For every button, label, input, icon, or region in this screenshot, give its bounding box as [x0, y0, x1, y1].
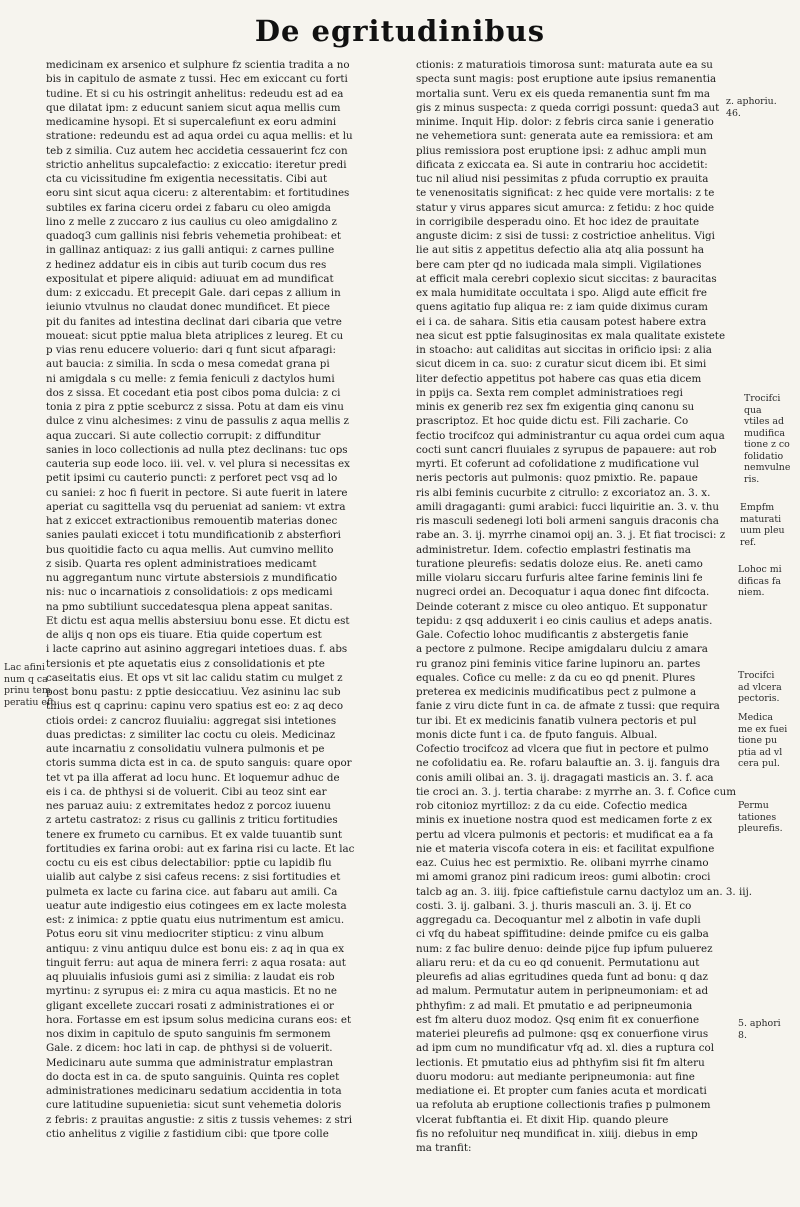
margin-note-line: tationes: [738, 811, 777, 823]
text-line: tuc nil aliud nisi pessimitas z pfuda corruptio ex prauita: [416, 173, 709, 185]
text-line: turatione pleurefis: sedatis doloze eius. Re. aneti camo: [416, 557, 703, 570]
text-line: nis: nuc o incarnatiois z consolidatiois: z ops medicami: [46, 586, 333, 599]
text-line: nea sicut est pptie falsuginositas ex mala qualitate existete: [416, 329, 726, 342]
text-line: aut baucia: z similia. In scda o mesa comedat grana pi: [46, 358, 330, 371]
text-line: bis in capitulo de asmate z tussi. Hec em exiccant cu forti: [46, 73, 348, 86]
text-line: coctu cu eis est cibus delectabilior: pptie cu lapidib flu: [46, 857, 332, 869]
margin-note-line: prinu tem: [4, 685, 51, 696]
text-line: tinguit ferru: aut aqua de minera ferri: z aqua rosata: aut: [46, 956, 346, 969]
margin-note-line: cera pul.: [738, 758, 780, 769]
text-line: ctiois ordei: z cancroz fluuialiu: aggregat sisi intetiones: [46, 714, 337, 727]
text-line: phthyfim: z ad mali. Et pmutatio e ad peripneumonia: [416, 999, 693, 1012]
text-line: myrti. Et coferunt ad cofolidatione z mudificatione vul: [416, 458, 699, 470]
text-line: minime. Inquit Hip. dolor: z febris circa sanie i generatio: [416, 116, 714, 128]
text-line: lie aut sitis z appetitus defectio alia atq alia possunt ha: [416, 244, 705, 257]
right-marginal-note-aphorism: [726, 96, 777, 119]
text-line: duas predictas: z similiter lac coctu cu oleis. Medicinaz: [46, 728, 336, 741]
text-line: strictio anhelitus supcalefactio: z exiccatio: iteretur predi: [46, 158, 347, 171]
margin-note-line: mudifica: [744, 427, 786, 439]
right-marginal-note-trocisci-pectoris: [738, 670, 782, 705]
text-line: post bonu pastu: z pptie desiccatiuu. Vez asininu lac sub: [46, 686, 341, 698]
margin-note-line: qua: [744, 404, 762, 416]
text-line: ne cofolidatiu ea. Re. rofaru balauftie an. 3. ij. fanguis dra: [416, 757, 720, 770]
text-line: tie croci an. 3. j. tertia charabe: z myrrhe an. 3. f. Cofice cum: [416, 785, 736, 798]
text-line: Cofectio trocifcoz ad vlcera que fiut in pectore et pulmo: [416, 743, 709, 755]
text-line: Deinde coterant z misce cu oleo antiquo. Et supponatur: [416, 600, 708, 613]
text-line: ctionis: z maturatiois timorosa sunt: maturata aute ea su: [416, 59, 713, 71]
text-line: in stoacho: aut caliditas aut siccitas in orificio ipsi: z alia: [416, 344, 712, 356]
text-line: do docta est in ca. de sputo sanguinis. Quinta res coplet: [46, 1070, 340, 1083]
text-line: in corrigibile desperadu oino. Et hoc idez de prauitate: [416, 215, 700, 228]
text-line: equales. Cofice cu melle: z da cu eo qd pnenit. Plures: [416, 671, 696, 684]
text-line: Gale. z dicem: hoc lati in cap. de phthysi si de voluerit.: [46, 1042, 333, 1055]
text-line: ctoris summa dicta est in ca. de sputo sanguis: quare opor: [46, 757, 352, 770]
text-line: tonia z pira z pptie sceburcz z sissa. Potu at dam eis vinu: [46, 401, 344, 413]
text-line: tepidu: z qsq adduxerit i eo cinis caulius et adeps anatis.: [416, 614, 713, 627]
margin-note-line: Medica: [738, 712, 773, 723]
text-line: dificata z exiccata ea. Si aute in contrariu hoc accidetit:: [416, 158, 708, 171]
text-line: sicut dicem in ca. suo: z curatur sicut dicem ibi. Et simi: [416, 358, 707, 371]
text-line: aqua zuccari. Si aute collectio corrupit: z diffunditur: [46, 429, 321, 442]
text-line: eaz. Cuius hec est permixtio. Re. olibani myrrhe cinamo: [416, 857, 709, 869]
margin-note-line: num q ca: [4, 673, 48, 685]
text-line: p vias renu educere voluerio: dari q funt sicut afparagi:: [46, 344, 336, 356]
text-line: dos z sissa. Et cocedant etia post cibos poma dulcia: z ci: [46, 386, 341, 399]
text-line: quadoq3 cum gallinis nisi febris vehemetia prohibeat: et: [46, 230, 342, 242]
text-line: de alijs q non ops eis tiuare. Etia quide copertum est: [46, 629, 322, 641]
text-line: subtiles ex farina ciceru ordei z fabaru cu oleo amigda: [46, 201, 331, 214]
text-line: z hedinez addatur eis in cibis aut turib cocum dus res: [46, 258, 327, 271]
text-line: stratione: redeundu est ad aqua ordei cu aqua mellis: et lu: [46, 130, 353, 143]
text-line: cauteria sup eode loco. iii. vel. v. vel plura si necessitas ex: [46, 458, 350, 470]
text-line: quens agitatio fup aliqua re: z iam quide diximus curam: [416, 301, 708, 314]
text-line: fanie z viru dicte funt in ca. de afmate z tussi: que requira: [416, 700, 720, 713]
left-text-column: [46, 58, 402, 1141]
text-line: sanies in loco collectionis ad nulla ptez declinans: tuc ops: [46, 443, 348, 456]
text-line: gis z minus suspecta: z queda corrigi possunt: queda3 aut: [416, 101, 720, 114]
text-line: te venenositatis significat: z hec quide vere mortalis: z te: [416, 187, 715, 200]
text-line: uialib aut calybe z sisi cafeus recens: z sisi fortitudies et: [46, 871, 341, 884]
text-line: costi. 3. ij. galbani. 3. j. thuris masculi an. 3. ij. Et co: [416, 899, 692, 912]
margin-note-line: pleurefis.: [738, 823, 783, 834]
text-line: administrationes medicinaru sedatium accidentia in tota: [46, 1085, 342, 1097]
margin-note-line: peratiu eft.: [4, 696, 58, 708]
margin-note-line: maturati: [740, 513, 782, 525]
margin-note-line: niem.: [738, 587, 765, 598]
text-line: in ppijs ca. Sexta rem complet administratioes regi: [416, 386, 683, 399]
text-line: plius remissiora post eruptione ipsi: z adhuc ampli mun: [416, 144, 707, 157]
text-line: cta cu vicissitudine fm exigentia necessitatis. Cibi aut: [46, 173, 328, 185]
text-line: myrtinu: z syrupus ei: z mira cu aqua masticis. Et no ne: [46, 985, 338, 998]
text-line: a pectore z pulmone. Recipe amigdalaru dulciu z amara: [416, 643, 708, 656]
margin-note-line: 8.: [738, 1029, 747, 1041]
margin-note-line: uum pleu: [740, 525, 785, 536]
text-line: administretur. Idem. cofectio emplastri festinatis ma: [416, 543, 691, 556]
text-line: tersionis et pte aquetatis eius z consolidationis et pte: [46, 657, 325, 670]
text-line: aq pluuialis infusiois gumi asi z similia: z laudat eis rob: [46, 971, 335, 983]
text-line: anguste dicim: z sisi de tussi: z costrictioe anhelitus. Vigi: [416, 230, 715, 242]
text-line: fortitudies ex farina orobi: aut ex farina risi cu lacte. Et lac: [46, 842, 355, 855]
right-marginal-note-aphorism-5: [738, 1018, 781, 1041]
text-line: in gallinaz antiquaz: z ius galli antiqui: z carnes pulline: [46, 244, 335, 257]
text-line: ex mala humiditate occultata i spo. Aligd aute efficit fre: [416, 287, 708, 299]
margin-note-line: Empfm: [740, 502, 775, 513]
right-marginal-note-emplastrum: [740, 502, 785, 548]
text-line: cu saniei: z hoc fi fuerit in pectore. Si aute fuerit in latere: [46, 486, 348, 499]
right-marginal-note-permutationes: [738, 800, 783, 835]
text-line: tilius est q caprinu: capinu vero spatius est eo: z aq deco: [46, 700, 344, 713]
text-line: caseitatis eius. Et ops vt sit lac calidu statim cu mulget z: [46, 671, 343, 684]
text-line: liter defectio appetitus pot habere cas quas etia dicem: [416, 372, 702, 385]
text-line: fectio trocifcoz qui administrantur cu aqua ordei cum aqua: [416, 429, 725, 442]
text-line: bus quoitidie facto cu aqua mellis. Aut cumvino mellito: [46, 543, 334, 556]
text-line: materiei pleurefis ad pulmone: qsq ex conuerfione virus: [416, 1028, 709, 1040]
text-line: moueat: sicut pptie malua bleta atriplices z leureg. Et cu: [46, 329, 344, 342]
text-line: ne vehemetiora sunt: generata aute ea remissiora: et am: [416, 130, 714, 143]
text-line: antiquu: z vinu antiquu dulce est bonu eis: z aq in qua ex: [46, 942, 345, 955]
margin-note-line: z. aphoriu.: [726, 96, 777, 107]
text-line: ad malum. Permutatur autem in peripneumoniam: et ad: [416, 985, 709, 998]
text-line: ni amigdala s cu melle: z femia feniculi z dactylos humi: [46, 372, 335, 385]
text-line: tet vt pa illa afferat ad locu hunc. Et loquemur adhuc de: [46, 771, 340, 784]
text-line: vlcerat fubftantia ei. Et dixit Hip. quando pleure: [416, 1113, 669, 1126]
text-line: cocti sunt cancri fluuiales z syrupus de papauere: aut rob: [416, 443, 717, 456]
text-line: ci vfq du habeat spiffitudine: deinde pmifce cu eis galba: [416, 928, 709, 941]
text-line: tenere ex frumeto cu carnibus. Et ex valde tuuantib sunt: [46, 828, 343, 841]
text-line: dulce z vinu alchesimes: z vinu de passulis z aqua mellis z: [46, 415, 349, 428]
text-line: pertu ad vlcera pulmonis et pectoris: et mudificat ea a fa: [416, 828, 714, 841]
text-line: est fm alteru duoz modoz. Qsq enim fit ex conuerfione: [416, 1013, 700, 1026]
left-marginal-note: [4, 662, 58, 708]
text-line: tur ibi. Et ex medicinis fanatib vulnera pectoris et pul: [416, 714, 697, 727]
text-line: pleurefis ad alias egritudines queda funt ad bonu: q daz: [416, 971, 708, 983]
text-line: mi amomi granoz pini radicum ireos: gumi albotin: croci: [416, 871, 711, 884]
text-line: ieiunio vtvulnus no claudat donec mundificet. Et piece: [46, 301, 330, 314]
margin-note-line: me ex fuei: [738, 723, 788, 735]
text-line: ris masculi sedenegi loti boli armeni sanguis draconis cha: [416, 515, 719, 527]
text-line: prascriptoz. Et hoc quide dictu est. Fili zacharie. Co: [416, 415, 689, 428]
text-line: ua refoluta ab eruptione collectionis trafies p pulmonem: [416, 1099, 711, 1112]
text-line: sanies paulati exiccet i totu mundificationib z absterfiori: [46, 529, 341, 542]
text-line: Potus eoru sit vinu mediocriter stipticu: z vinu album: [46, 928, 324, 941]
text-line: petit ipsimi cu cauterio puncti: z perforet pect vsq ad lo: [46, 472, 338, 485]
text-line: aliaru reru: et da cu eo qd conuenit. Permutationu aut: [416, 956, 700, 969]
text-line: mortalia sunt. Veru ex eis queda remanentia sunt fm ma: [416, 87, 711, 100]
text-line: aggregadu ca. Decoquantur mel z albotin in vafe dupli: [416, 914, 701, 926]
text-line: specta sunt magis: post eruptione aute ipsius remanentia: [416, 73, 717, 86]
text-line: minis ex inuetione nostra quod est medicamen forte z ex: [416, 814, 713, 827]
text-line: aute incarnatiu z consolidatiu vulnera pulmonis et pe: [46, 743, 325, 755]
margin-note-line: ris.: [744, 473, 760, 485]
text-line: eis i ca. de phthysi si de voluerit. Cibi au teoz sint ear: [46, 785, 327, 798]
text-line: rob citonioz myrtilloz: z da cu eide. Cofectio medica: [416, 800, 688, 812]
text-line: preterea ex medicinis mudificatibus pect z pulmone a: [416, 686, 697, 698]
text-line: rabe an. 3. ij. myrrhe cinamoi opij an. 3. j. Et fiat trocisci: z: [416, 529, 726, 542]
text-line: talcb ag an. 3. iiij. fpice caftiefistule carnu dactyloz um an. 3. iij.: [416, 885, 753, 898]
text-line: ad ipm cum no mundificatur vfq ad. xl. dies a ruptura col: [416, 1042, 714, 1055]
text-line: at efficit mala cerebri coplexio sicut siccitas: z bauracitas: [416, 272, 717, 285]
text-line: duoru modoru: aut mediante peripneumonia: aut fine: [416, 1070, 695, 1083]
text-line: na pmo subtiliunt succedatesqua plena appeat sanitas.: [46, 600, 333, 613]
text-line: eoru sint sicut aqua ciceru: z alterentabim: et fortitudines: [46, 187, 350, 200]
text-line: Gale. Cofectio lohoc mudificantis z abstergetis fanie: [416, 629, 689, 641]
text-line: hora. Fortasse em est ipsum solus medicina curans eos: et: [46, 1013, 352, 1026]
margin-note-line: vtiles ad: [744, 416, 784, 427]
margin-note-line: ref.: [740, 536, 757, 548]
text-line: gligant excellete zuccari rosati z administrationes ei or: [46, 999, 334, 1012]
text-line: i lacte caprino aut asinino aggregari intetioes duas. f. abs: [46, 643, 348, 656]
text-line: monis dicte funt i ca. de fputo fanguis. Albual.: [416, 728, 658, 741]
text-line: teb z similia. Cuz autem hec accidetia cessauerint fcz con: [46, 144, 348, 157]
page-title: De egritudinibus: [254, 14, 546, 48]
margin-note-line: folidatio: [744, 450, 784, 462]
text-line: expositulat et pipere aliquid: adiuuat em ad mundificat: [46, 272, 334, 285]
text-line: nie et materia viscofa cotera in eis: et facilitat expulfione: [416, 842, 715, 855]
text-line: fis no refoluitur neq mundificat in. xiiij. diebus in emp: [416, 1127, 698, 1140]
text-line: Medicinaru aute summa que administratur emplastran: [46, 1056, 334, 1069]
text-line: nugreci ordei an. Decoquatur i aqua donec fint difcocta.: [416, 586, 710, 599]
text-line: statur y virus appares sicut amurca: z fetidu: z hoc quide: [416, 201, 715, 214]
text-line: num: z fac bulire denuo: deinde pijce fup ipfum puluerez: [416, 942, 713, 955]
text-line: nos dixim in capitulo de sputo sanguinis fm sermonem: [46, 1028, 331, 1040]
margin-note-line: Trocifci: [744, 393, 781, 404]
text-line: nes paruaz auiu: z extremitates hedoz z porcoz iuuenu: [46, 800, 331, 812]
text-line: est: z inimica: z pptie quatu eius nutrimentum est amicu.: [46, 914, 345, 926]
right-marginal-note-medicamen: [738, 712, 787, 770]
text-line: medicamine hysopi. Et si supercalefiunt ex eoru admini: [46, 116, 337, 128]
text-line: minis ex generib rez sex fm exigentia ginq canonu su: [416, 401, 695, 413]
right-marginal-note-trocisci: [744, 393, 790, 485]
text-line: bere cam pter qd no iudicada mala simpli. Vigilationes: [416, 258, 702, 271]
text-line: lino z melle z zuccaro z ius caulius cu oleo amigdalino z: [46, 215, 337, 228]
text-line: ueatur aute indigestio eius cotingees em ex lacte molesta: [46, 899, 347, 912]
margin-note-line: dificas fa: [738, 575, 781, 587]
text-line: ma tranfit:: [416, 1142, 472, 1154]
text-line: z sisib. Quarta res oplent administratioes medicamt: [46, 557, 317, 570]
text-line: aperiat cu sagittella vsq du perueniat ad saniem: vt extra: [46, 500, 346, 513]
text-line: pit du fanites ad intestina declinat dari cibaria que vetre: [46, 315, 342, 328]
text-line: z febris: z prauitas angustie: z sitis z tussis vehemes: z stri: [46, 1113, 353, 1126]
margin-note-line: Trocifci: [738, 670, 775, 681]
text-line: medicinam ex arsenico et sulphure fz scientia tradita a no: [46, 59, 350, 71]
margin-note-line: Lac afini: [4, 662, 45, 673]
text-line: dum: z exiccadu. Et precepit Gale. dari cepas z allium in: [46, 287, 341, 299]
margin-note-line: 46.: [726, 107, 741, 119]
text-line: mediatione ei. Et propter cum fanies acuta et mordicati: [416, 1085, 707, 1097]
margin-note-line: Permu: [738, 800, 769, 811]
margin-note-line: nemvulne: [744, 462, 791, 473]
text-line: conis amili olibai an. 3. ij. dragagati masticis an. 3. f. aca: [416, 771, 714, 784]
text-line: ru granoz pini feminis vitice farine lupinoru an. partes: [416, 657, 701, 670]
text-line: ei i ca. de sahara. Sitis etia causam potest habere extra: [416, 315, 707, 328]
text-line: amili dragaganti: gumi arabici: fucci liquiritie an. 3. v. thu: [416, 500, 720, 513]
margin-note-line: pectoris.: [738, 693, 780, 704]
text-line: neris pectoris aut pulmonis: quoz pmixtio. Re. papaue: [416, 472, 698, 485]
text-line: z artetu castratoz: z risus cu gallinis z triticu fortitudies: [46, 814, 338, 827]
text-line: que dilatat ipm: z educunt saniem sicut aqua mellis cum: [46, 101, 341, 114]
margin-note-line: tione pu: [738, 735, 778, 746]
right-marginal-note-lohoc: [738, 564, 782, 599]
text-line: tudine. Et si cu his ostringit anhelitus: redeudu est ad ea: [46, 87, 344, 100]
text-line: mille violaru siccaru furfuris altee farine feminis lini fe: [416, 572, 703, 584]
text-line: hat z exiccet extractionibus remouentib materias donec: [46, 515, 338, 527]
margin-note-line: ad vlcera: [738, 681, 782, 693]
text-line: ctio anhelitus z vigilie z fastidium cibi: que tpore colle: [46, 1127, 329, 1140]
text-line: cure latitudine supuenietia: sicut sunt vehemetia doloris: [46, 1099, 342, 1112]
text-line: pulmeta ex lacte cu farina cice. aut fabaru aut amili. Ca: [46, 885, 338, 898]
text-line: ris albi feminis cucurbite z citrullo: z excoriatoz an. 3. x.: [416, 486, 711, 499]
margin-note-line: 5. aphori: [738, 1018, 781, 1029]
margin-note-line: ptia ad vl: [738, 746, 783, 758]
text-line: Et dictu est aqua mellis abstersiuu bonu esse. Et dictu est: [46, 614, 350, 627]
text-line: nu aggregantum nunc virtute abstersiois z mundificatio: [46, 572, 338, 584]
margin-note-line: Lohoc mi: [738, 564, 782, 575]
margin-note-line: tione z co: [744, 439, 790, 450]
text-line: lectionis. Et pmutatio eius ad phthyfim sisi fit fm alteru: [416, 1056, 705, 1069]
